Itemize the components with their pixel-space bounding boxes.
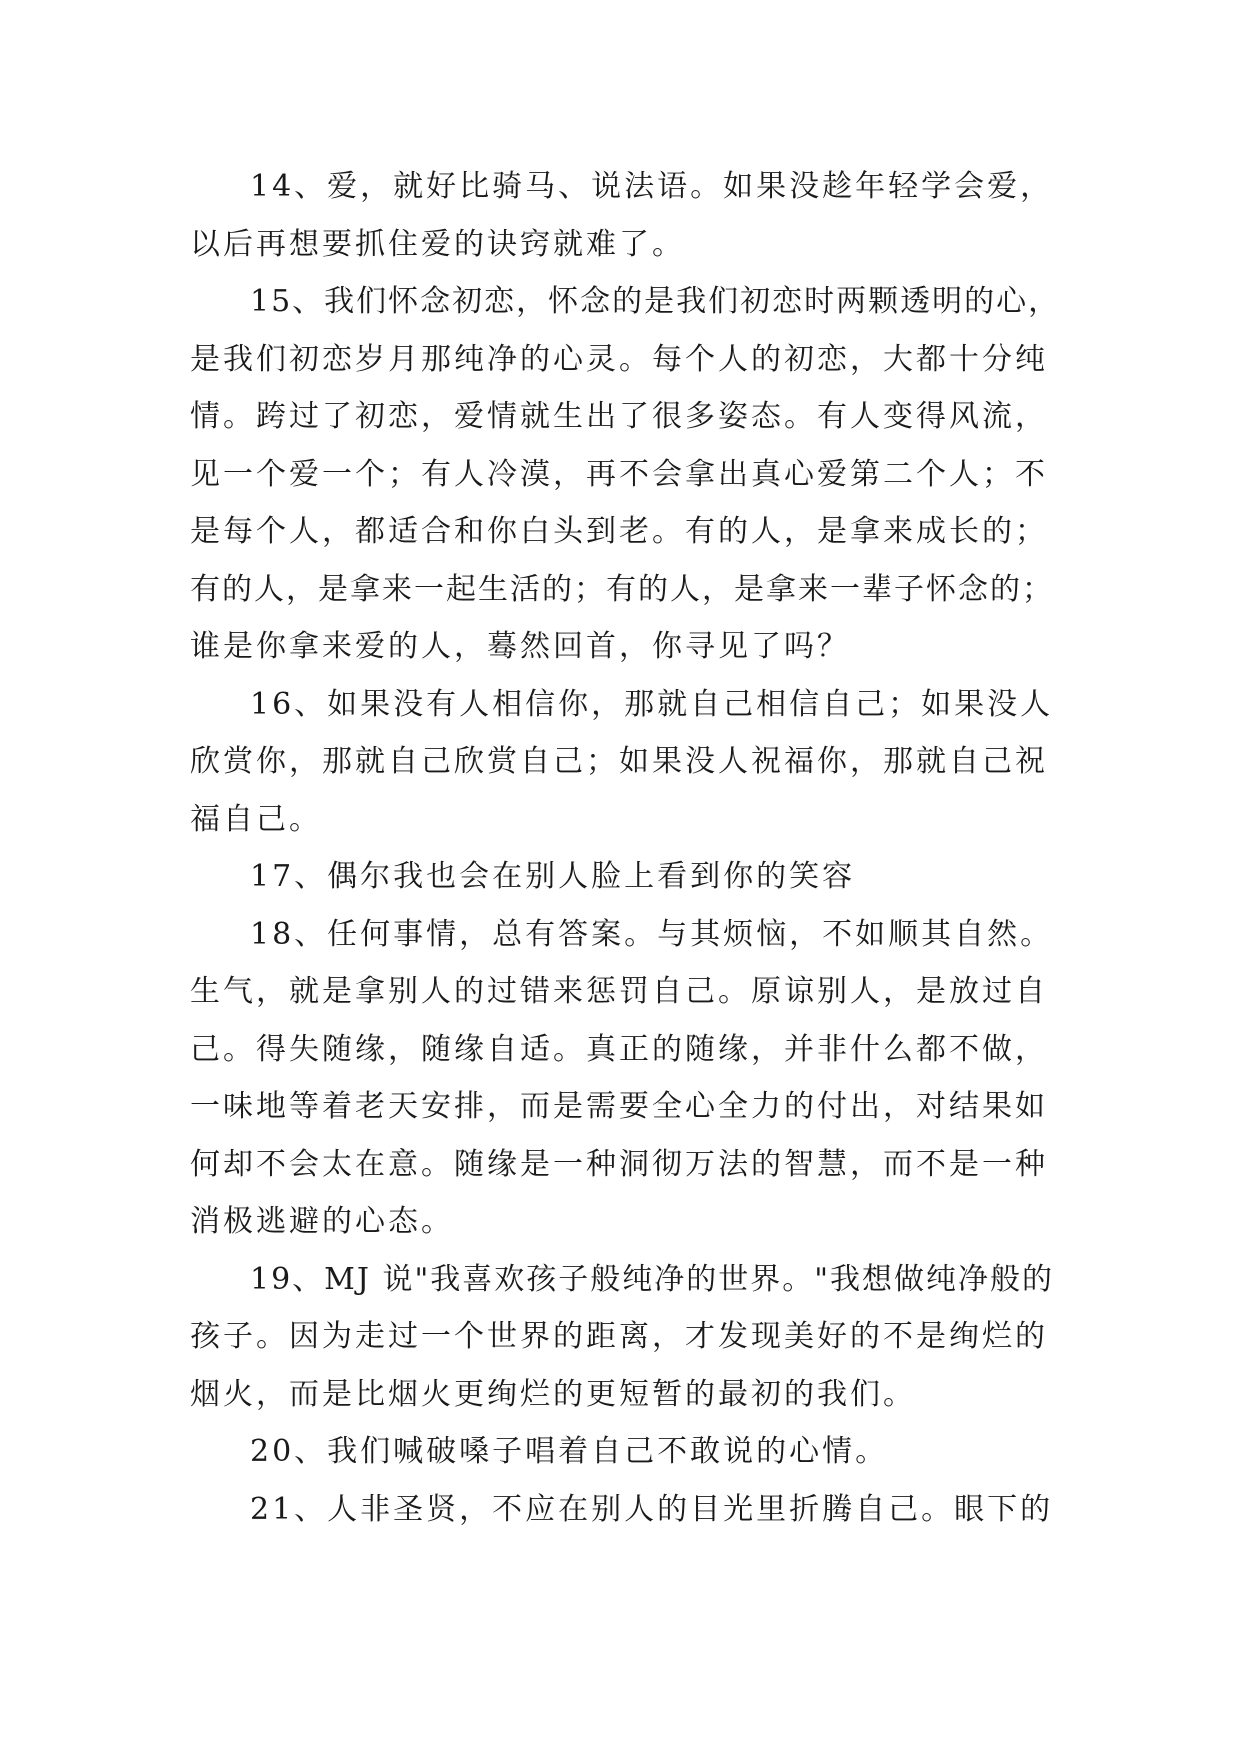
- paragraph-p17: [190, 848, 1060, 906]
- paragraph-line: 16、如果没有人相信你，那就自己相信自己；如果没人: [250, 686, 1054, 722]
- paragraph-line: 是我们初恋岁月那纯净的心灵。每个人的初恋，大都十分纯: [190, 341, 1048, 377]
- paragraph-line: 情。跨过了初恋，爱情就生出了很多姿态。有人变得风流，: [190, 399, 1048, 434]
- paragraph-p14: [190, 158, 1060, 273]
- paragraph-line: 谁是你拿来爱的人，蓦然回首，你寻见了吗？: [190, 629, 850, 664]
- paragraph-line: 福自己。: [190, 801, 322, 837]
- paragraph-line: 消极逃避的心态。: [190, 1204, 454, 1239]
- paragraph-line: 是每个人，都适合和你白头到老。有的人，是拿来成长的；: [190, 514, 1048, 549]
- paragraph-line: 14、爱，就好比骑马、说法语。如果没趁年轻学会爱，: [250, 169, 1054, 204]
- paragraph-line: 17、偶尔我也会在别人脸上看到你的笑容: [250, 859, 856, 894]
- paragraph-line: 欣赏你，那就自己欣赏自己；如果没人祝福你，那就自己祝: [190, 744, 1048, 779]
- paragraph-p16: [190, 676, 1060, 849]
- paragraph-line: 见一个爱一个；有人冷漠，再不会拿出真心爱第二个人；不: [190, 456, 1048, 492]
- paragraph-p19: [190, 1251, 1060, 1424]
- paragraph-line: 有的人，是拿来一起生活的；有的人，是拿来一辈子怀念的；: [190, 571, 1054, 607]
- paragraph-p15: [190, 273, 1060, 676]
- paragraph-line: 21、人非圣贤，不应在别人的目光里折腾自己。眼下的: [250, 1491, 1054, 1527]
- paragraph-line: 20、我们喊破嗓子唱着自己不敢说的心情。: [250, 1434, 889, 1469]
- paragraph-line: 烟火，而是比烟火更绚烂的更短暂的最初的我们。: [190, 1376, 916, 1412]
- paragraph-line: 以后再想要抓住爱的诀窍就难了。: [190, 226, 685, 262]
- paragraph-line: 15、我们怀念初恋，怀念的是我们初恋时两颗透明的心，: [250, 284, 1061, 319]
- paragraph-line: 19、MJ 说"我喜欢孩子般纯净的世界。"我想做纯净般的: [250, 1261, 1055, 1297]
- paragraph-line: 己。得失随缘，随缘自适。真正的随缘，并非什么都不做，: [190, 1031, 1048, 1067]
- paragraph-line: 生气，就是拿别人的过错来惩罚自己。原谅别人，是放过自: [190, 974, 1048, 1009]
- paragraph-line: 18、任何事情，总有答案。与其烦恼，不如顺其自然。: [250, 916, 1054, 952]
- document-body: [190, 158, 1060, 1538]
- paragraph-line: 何却不会太在意。随缘是一种洞彻万法的智慧，而不是一种: [190, 1146, 1048, 1182]
- paragraph-line: 孩子。因为走过一个世界的距离，才发现美好的不是绚烂的: [190, 1319, 1048, 1354]
- paragraph-p18: [190, 906, 1060, 1251]
- paragraph-p21: [190, 1481, 1060, 1539]
- paragraph-line: 一味地等着老天安排，而是需要全心全力的付出，对结果如: [190, 1089, 1048, 1124]
- paragraph-p20: [190, 1423, 1060, 1481]
